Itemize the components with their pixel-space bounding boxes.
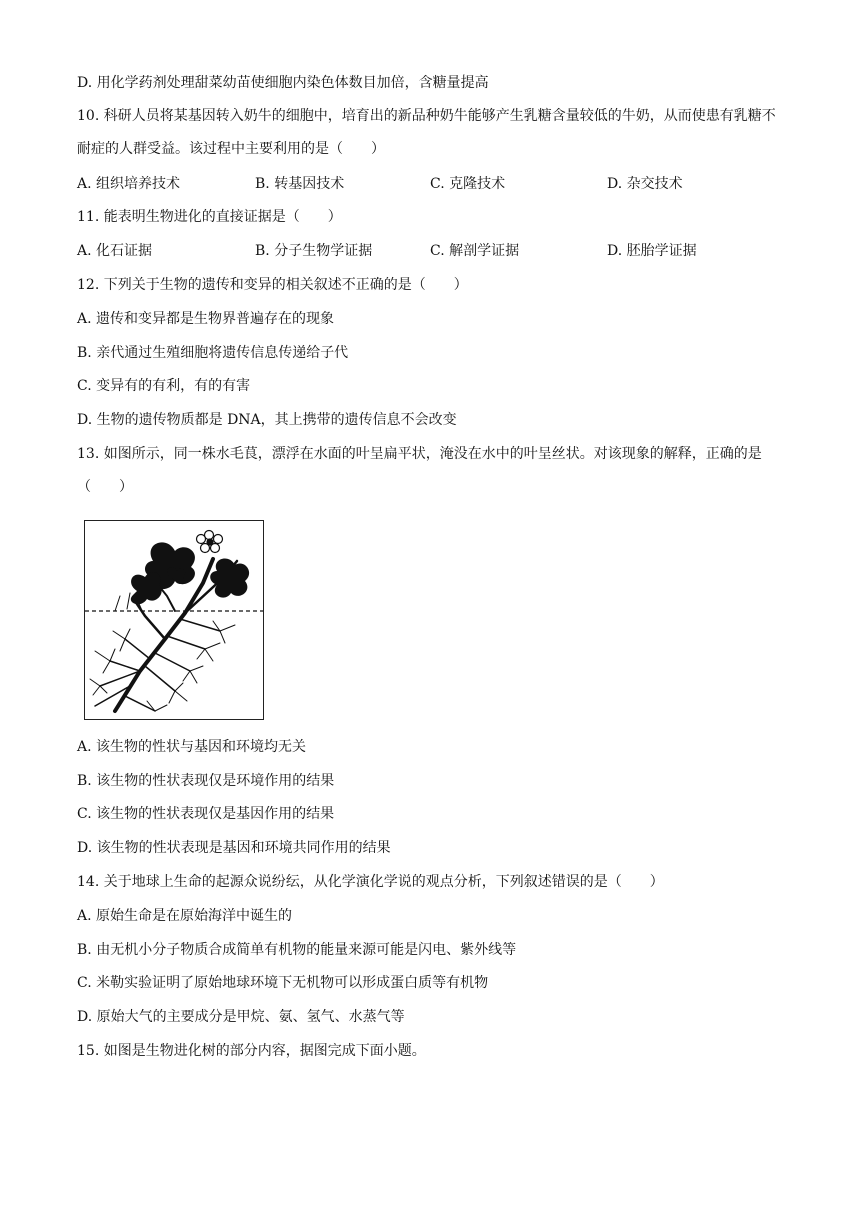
flower	[197, 531, 223, 553]
q11-option-d: D. 胚胎学证据	[607, 243, 697, 259]
q10-option-b: B. 转基因技术	[255, 176, 345, 192]
q12-stem: 12. 下列关于生物的遗传和变异的相关叙述不正确的是（ ）	[77, 277, 468, 293]
q14-stem: 14. 关于地球上生命的起源众说纷纭，从化学演化学说的观点分析，下列叙述错误的是（ ）	[77, 874, 664, 890]
q11-option-b: B. 分子生物学证据	[255, 243, 373, 259]
q10-option-d: D. 杂交技术	[607, 176, 683, 192]
q9-option-d: D. 用化学药剂处理甜菜幼苗使细胞内染色体数目加倍，含糖量提高	[77, 75, 489, 91]
q13-option-a: A. 该生物的性状与基因和环境均无关	[77, 739, 307, 755]
q11-stem: 11. 能表明生物进化的直接证据是（ ）	[77, 209, 342, 225]
q12-option-c: C. 变异有的有利，有的有害	[77, 378, 251, 394]
water-buttercup-illustration	[85, 521, 264, 720]
q14-option-c: C. 米勒实验证明了原始地球环境下无机物可以形成蛋白质等有机物	[77, 975, 489, 991]
q10-option-c: C. 克隆技术	[430, 176, 506, 192]
q12-option-b: B. 亲代通过生殖细胞将遗传信息传递给子代	[77, 345, 349, 361]
q15-stem: 15. 如图是生物进化树的部分内容，据图完成下面小题。	[77, 1043, 426, 1059]
q14-option-b: B. 由无机小分子物质合成简单有机物的能量来源可能是闪电、紫外线等	[77, 942, 517, 958]
water-buttercup-figure	[84, 520, 264, 720]
q13-stem: 13. 如图所示，同一株水毛茛，漂浮在水面的叶呈扁平状，淹没在水中的叶呈丝状。对该现象的解释，正确的是（ ）	[77, 446, 762, 495]
q14-option-a: A. 原始生命是在原始海洋中诞生的	[77, 908, 293, 924]
q11-option-c: C. 解剖学证据	[430, 243, 520, 259]
q12-option-a: A. 遗传和变异都是生物界普遍存在的现象	[77, 311, 335, 327]
q14-option-d: D. 原始大气的主要成分是甲烷、氨、氢气、水蒸气等	[77, 1009, 405, 1025]
q11-option-a: A. 化石证据	[77, 243, 153, 259]
q13-option-c: C. 该生物的性状表现仅是基因作用的结果	[77, 806, 335, 822]
q10-option-a: A. 组织培养技术	[77, 176, 181, 192]
q10-stem: 10. 科研人员将某基因转入奶牛的细胞中，培育出的新品种奶牛能够产生乳糖含量较低的牛奶，从而使患有乳糖不耐症的人群受益。该过程中主要利用的是（ ）	[77, 108, 776, 157]
q13-option-d: D. 该生物的性状表现是基因和环境共同作用的结果	[77, 840, 391, 856]
q12-option-d: D. 生物的遗传物质都是 DNA，其上携带的遗传信息不会改变	[77, 412, 457, 428]
q13-option-b: B. 该生物的性状表现仅是环境作用的结果	[77, 773, 335, 789]
